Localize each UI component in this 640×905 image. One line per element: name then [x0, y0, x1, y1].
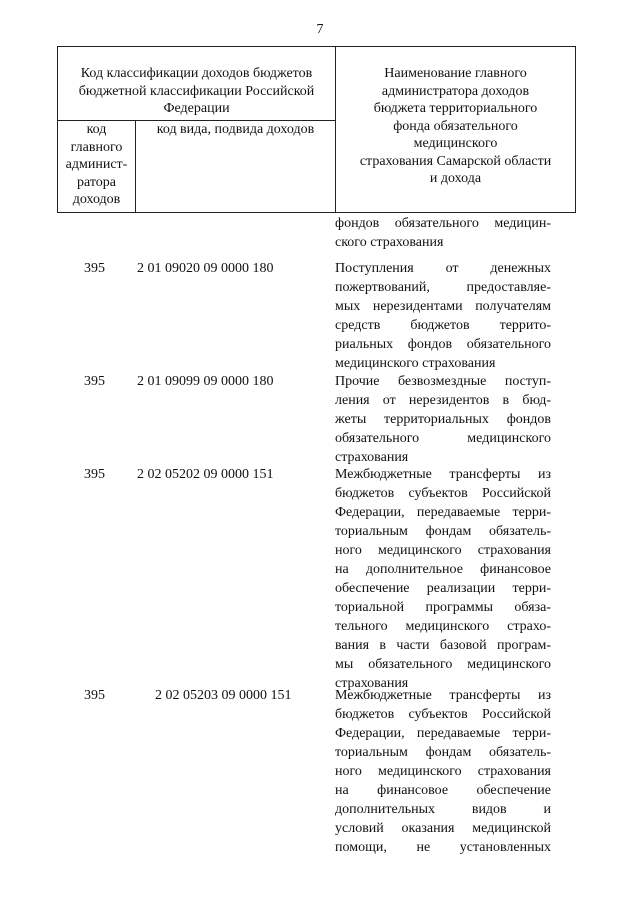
- admin-header-line: ратора: [77, 174, 116, 190]
- page-number: 7: [316, 22, 324, 37]
- admin-header-line: главного: [70, 139, 123, 155]
- income-code: 2 01 09099 09 0000 180: [137, 374, 274, 389]
- description-line: ториальной программы обяза-: [335, 600, 551, 615]
- code-group-header: Код классификации доходов бюджетов бюджетной классификации Российской Федерации: [58, 47, 336, 121]
- description-line: ного медицинского страхования: [335, 764, 551, 779]
- table-header: [57, 46, 576, 213]
- description-line: ления от нерезидентов в бюд-: [335, 393, 551, 408]
- income-description: [335, 465, 551, 693]
- income-description: [335, 259, 551, 373]
- name-header-line: страхования Самарской области: [359, 153, 552, 169]
- name-header-line: администратора доходов: [381, 83, 530, 99]
- description-line: условий оказания медицинской: [335, 821, 551, 836]
- description-line: обязательного медицинского: [335, 431, 551, 446]
- description-line: на дополнительное финансовое: [335, 562, 551, 577]
- income-code: 2 02 05202 09 0000 151: [137, 467, 274, 482]
- description-line: ториальным фондам обязатель-: [335, 745, 551, 760]
- description-line: Федерации, передаваемые терри-: [335, 726, 551, 741]
- income-kind-column-header: код вида, подвида доходов: [136, 121, 336, 213]
- admin-code-column-header: [58, 121, 136, 213]
- admin-code: 395: [84, 374, 105, 389]
- description-line: страхования: [335, 450, 409, 465]
- description-line: ного медицинского страхования: [335, 543, 551, 558]
- description-line: на финансовое обеспечение: [335, 783, 551, 798]
- name-header-line: фонда обязательного: [393, 118, 518, 134]
- description-line: медицинского страхования: [335, 356, 496, 371]
- description-line: страхования: [335, 676, 409, 691]
- income-code: 2 01 09020 09 0000 180: [137, 261, 274, 276]
- description-line: мы обязательного медицинского: [335, 657, 551, 672]
- income-description: [335, 214, 551, 252]
- description-line: ского страхования: [335, 235, 444, 250]
- description-line: Прочие безвозмездные поступ-: [335, 374, 551, 389]
- description-line: помощи, не установленных: [335, 840, 551, 855]
- description-line: тельного медицинского страхо-: [335, 619, 551, 634]
- name-header-line: и дохода: [429, 171, 482, 186]
- description-line: фондов обязательного медицин-: [335, 216, 551, 231]
- admin-code: 395: [84, 261, 105, 276]
- description-line: средств бюджетов террито-: [335, 318, 551, 333]
- description-line: риальных фондов обязательного: [335, 337, 551, 352]
- description-line: Федерации, передаваемые терри-: [335, 505, 551, 520]
- name-column-header: [336, 47, 576, 213]
- description-line: дополнительных видов и: [335, 802, 551, 817]
- name-header-line: бюджета территориального: [373, 101, 538, 116]
- income-code: 2 02 05203 09 0000 151: [155, 688, 292, 703]
- description-line: бюджетов субъектов Российской: [335, 707, 551, 722]
- admin-header-line: код: [86, 122, 107, 137]
- description-line: Межбюджетные трансферты из: [335, 688, 551, 703]
- income-description: [335, 686, 551, 857]
- description-line: мых нерезидентами получателям: [335, 299, 551, 314]
- admin-code: 395: [84, 688, 105, 703]
- name-header-line: Наименование главного: [384, 66, 527, 81]
- admin-header-line: админист-: [65, 157, 128, 172]
- description-line: ториальным фондам обязатель-: [335, 524, 551, 539]
- description-line: вания в части базовой програм-: [335, 638, 551, 653]
- description-line: Межбюджетные трансферты из: [335, 467, 551, 482]
- name-header-line: медицинского: [413, 136, 498, 151]
- description-line: бюджетов субъектов Российской: [335, 486, 551, 501]
- description-line: обеспечение реализации терри-: [335, 581, 551, 596]
- income-description: [335, 372, 551, 467]
- description-line: Поступления от денежных: [335, 261, 551, 276]
- admin-header-line: доходов: [72, 192, 121, 207]
- description-line: жеты территориальных фондов: [335, 412, 551, 427]
- description-line: пожертвований, предоставляе-: [335, 280, 551, 295]
- admin-code: 395: [84, 467, 105, 482]
